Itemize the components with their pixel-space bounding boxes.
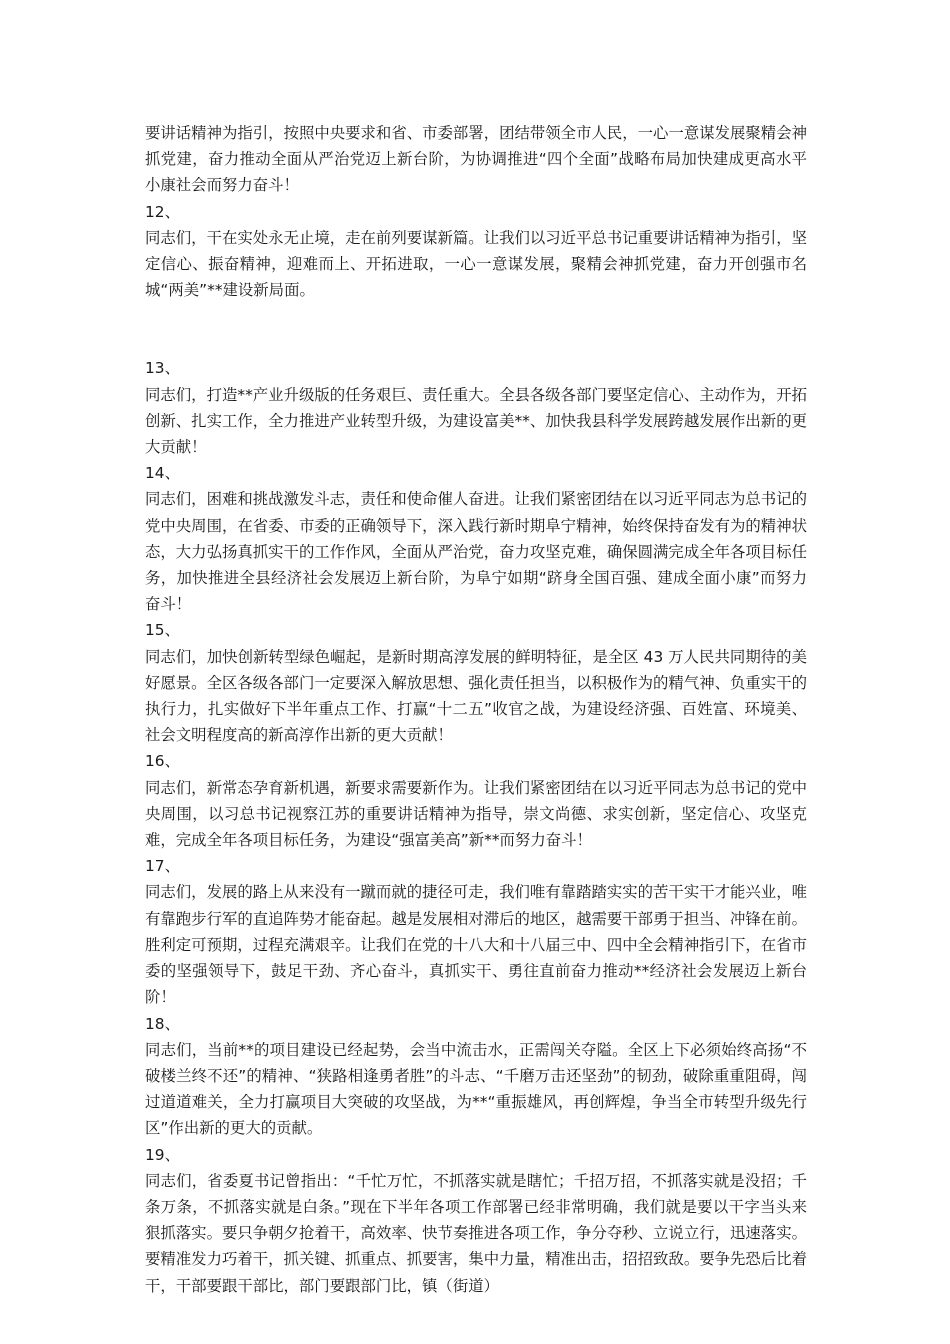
blank-line <box>145 303 807 329</box>
section-number: 13、 <box>145 359 180 378</box>
section-paragraph: 同志们，发展的路上从来没有一蹴而就的捷径可走，我们唯有靠踏踏实实的苦干实干才能兴业，唯有靠跑步行军的直追阵势才能奋起。越是发展相对滞后的地区，越需要干部勇于担当、冲锋在前。胜利定可预期，过程充满艰辛。让我们在党的十八大和十八届三中、四中全会精神指引下，在省市委的坚强领导下，鼓足干劲、齐心奋斗，真抓实干、勇往直前奋力推动**经济社会发展迈上新台阶！ <box>145 883 807 1007</box>
section-paragraph: 同志们，省委夏书记曾指出：“千忙万忙，不抓落实就是瞎忙；千招万招，不抓落实就是没招；千条万条，不抓落实就是白条。”现在下半年各项工作部署已经非常明确，我们就是要以干字当头来狠抓落实。要只争朝夕抢着干，高效率、快节奏推进各项工作，争分夺秒、立说立行，迅速落实。要精准发力巧着干，抓关键、抓重点、抓要害，集中力量，精准出击，招招致敌。要争先恐后比着干，干部要跟干部比，部门要跟部门比，镇（街道） <box>145 1171 807 1295</box>
section-number: 12、 <box>145 202 180 221</box>
section-paragraph: 同志们，加快创新转型绿色崛起，是新时期高淳发展的鲜明特征，是全区 43 万人民共同期待的美好愿景。全区各级各部门一定要深入解放思想、强化责任担当，以积极作为的精气神、负重实干的执行力，扎实做好下半年重点工作、打赢“十二五”收官之战，为建设经济强、百姓富、环境美、社会文明程度高的新高淳作出新的更大贡献！ <box>145 647 807 745</box>
section-number: 15、 <box>145 621 180 640</box>
blank-line <box>145 329 807 355</box>
section-number: 16、 <box>145 752 180 771</box>
section-paragraph: 同志们，打造**产业升级版的任务艰巨、责任重大。全县各级各部门要坚定信心、主动作为，开拓创新、扎实工作，全力推进产业转型升级，为建设富美**、加快我县科学发展跨越发展作出新的更大贡献！ <box>145 385 807 457</box>
section-paragraph: 同志们，干在实处永无止境，走在前列要谋新篇。让我们以习近平总书记重要讲话精神为指引，坚定信心、振奋精神，迎难而上、开拓进取，一心一意谋发展，聚精会神抓党建，奋力开创强市名城“两美”**建设新局面。 <box>145 228 807 300</box>
section-number: 17、 <box>145 857 180 876</box>
section-paragraph: 同志们，困难和挑战激发斗志，责任和使命催人奋进。让我们紧密团结在以习近平同志为总书记的党中央周围，在省委、市委的正确领导下，深入践行新时期阜宁精神，始终保持奋发有为的精神状态，大力弘扬真抓实干的工作作风，全面从严治党，奋力攻坚克难，确保圆满完成全年各项目标任务，加快推进全县经济社会发展迈上新台阶，为阜宁如期“跻身全国百强、建成全面小康”而努力奋斗！ <box>145 490 807 614</box>
section-number: 19、 <box>145 1145 180 1164</box>
section-number: 18、 <box>145 1014 180 1033</box>
section-number: 14、 <box>145 464 180 483</box>
section-paragraph: 同志们，当前**的项目建设已经起势，会当中流击水，正需闯关夺隘。全区上下必须始终高扬“不破楼兰终不还”的精神、“狭路相逢勇者胜”的斗志、“千磨万击还坚劲”的韧劲，破除重重阻碍，闯过道道难关，全力打赢项目大突破的攻坚战，为**“重振雄风，再创辉煌，争当全市转型升级先行区”作出新的更大的贡献。 <box>145 1040 807 1138</box>
section-paragraph: 同志们，新常态孕育新机遇，新要求需要新作为。让我们紧密团结在以习近平同志为总书记的党中央周围，以习总书记视察江苏的重要讲话精神为指导，崇文尚德、求实创新，坚定信心、攻坚克难，完成全年各项目标任务，为建设“强富美高”新**而努力奋斗！ <box>145 778 807 850</box>
intro-paragraph: 要讲话精神为指引，按照中央要求和省、市委部署，团结带领全市人民，一心一意谋发展聚精会神抓党建，奋力推动全面从严治党迈上新台阶，为协调推进“四个全面”战略布局加快建成更高水平小康社会而努力奋斗！ <box>145 124 807 195</box>
document-body <box>145 120 807 1299</box>
